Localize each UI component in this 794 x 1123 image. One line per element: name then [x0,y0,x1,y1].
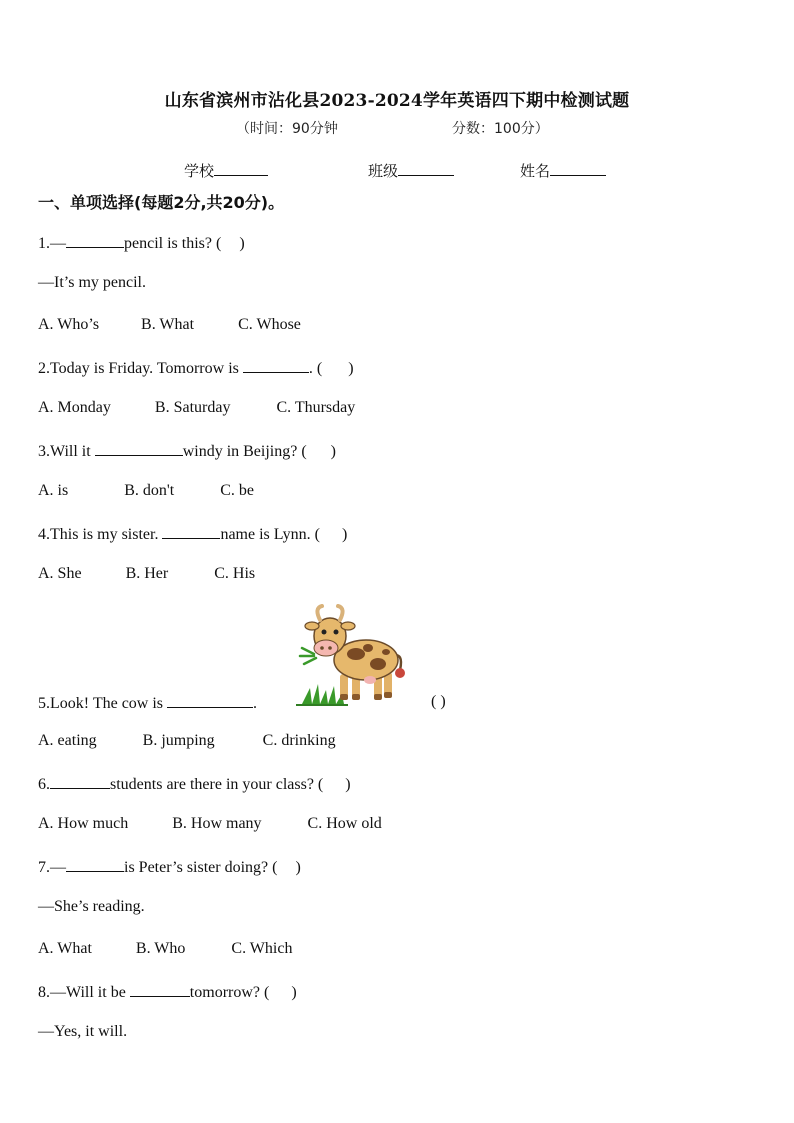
answer-blank[interactable] [130,982,190,997]
section-heading: 一、单项选择(每题2分,共20分)。 [38,193,285,212]
answer-blank[interactable] [243,358,309,373]
exam-score: 分数：100分） [452,121,549,137]
option-a[interactable]: A. Who’s [38,316,100,333]
option-c[interactable]: C. Whose [238,316,301,333]
option-a[interactable]: A. eating [38,732,97,749]
option-b[interactable]: B. How many [172,815,262,832]
question-2: 2.Today is Friday. Tomorrow is . ( ) [38,360,354,377]
exam-time: （时间：90分钟 [236,121,338,137]
school-blank[interactable] [214,161,268,176]
option-a[interactable]: A. How much [38,815,129,832]
option-b[interactable]: B. don't [124,482,175,499]
option-c[interactable]: C. Which [231,940,293,957]
question-8: 8.—Will it be tomorrow? ( ) [38,984,297,1001]
question-3-options [38,482,254,500]
question-1-reply: —It’s my pencil. [38,274,146,291]
answer-blank[interactable] [95,441,183,456]
option-a[interactable]: A. What [38,940,92,957]
option-a[interactable]: A. She [38,565,82,582]
class-blank[interactable] [398,161,454,176]
question-6: 6. students are there in your class? ( ) [38,776,351,793]
option-c[interactable]: C. His [214,565,256,582]
question-5: 5.Look! The cow is . [38,695,258,712]
question-8-reply: —Yes, it will. [38,1023,128,1040]
question-6-options [38,815,382,833]
question-3: 3.Will it windy in Beijing? ( ) [38,443,336,460]
option-a[interactable]: A. is [38,482,69,499]
school-label: 学校 [184,162,215,180]
question-7-reply: —She’s reading. [38,898,145,915]
option-b[interactable]: B. Who [135,940,186,957]
option-b[interactable]: B. Her [125,565,169,582]
question-5-options [38,732,336,750]
question-2-options [38,399,355,417]
answer-blank[interactable] [66,857,124,872]
question-4-options [38,565,255,583]
question-7: 7.— is Peter’s sister doing? ( ) [38,859,301,876]
question-7-options [38,940,292,958]
name-field [520,160,606,181]
answer-blank[interactable] [167,693,253,708]
question-5-paren: ( ) [431,693,446,710]
option-a[interactable]: A. Monday [38,399,111,416]
option-c[interactable]: C. How old [307,815,382,832]
option-c[interactable]: C. Thursday [276,399,356,416]
question-1-options [38,316,301,334]
class-label: 班级 [368,162,399,180]
cow-eating-grass-image [296,604,422,708]
page-title: 山东省滨州市沾化县2023-2024学年英语四下期中检测试题 [164,91,630,111]
option-c[interactable]: C. drinking [262,732,336,749]
class-field [368,160,454,181]
option-c[interactable]: C. be [220,482,255,499]
name-label: 姓名 [520,162,551,180]
question-1: 1.— pencil is this? ( ) [38,235,245,252]
question-4: 4.This is my sister. name is Lynn. ( ) [38,526,348,543]
option-b[interactable]: B. Saturday [154,399,231,416]
school-field [184,160,268,181]
answer-blank[interactable] [50,774,110,789]
option-b[interactable]: B. What [141,316,195,333]
answer-blank[interactable] [162,524,220,539]
answer-blank[interactable] [66,233,124,248]
name-blank[interactable] [550,161,606,176]
option-b[interactable]: B. jumping [142,732,215,749]
